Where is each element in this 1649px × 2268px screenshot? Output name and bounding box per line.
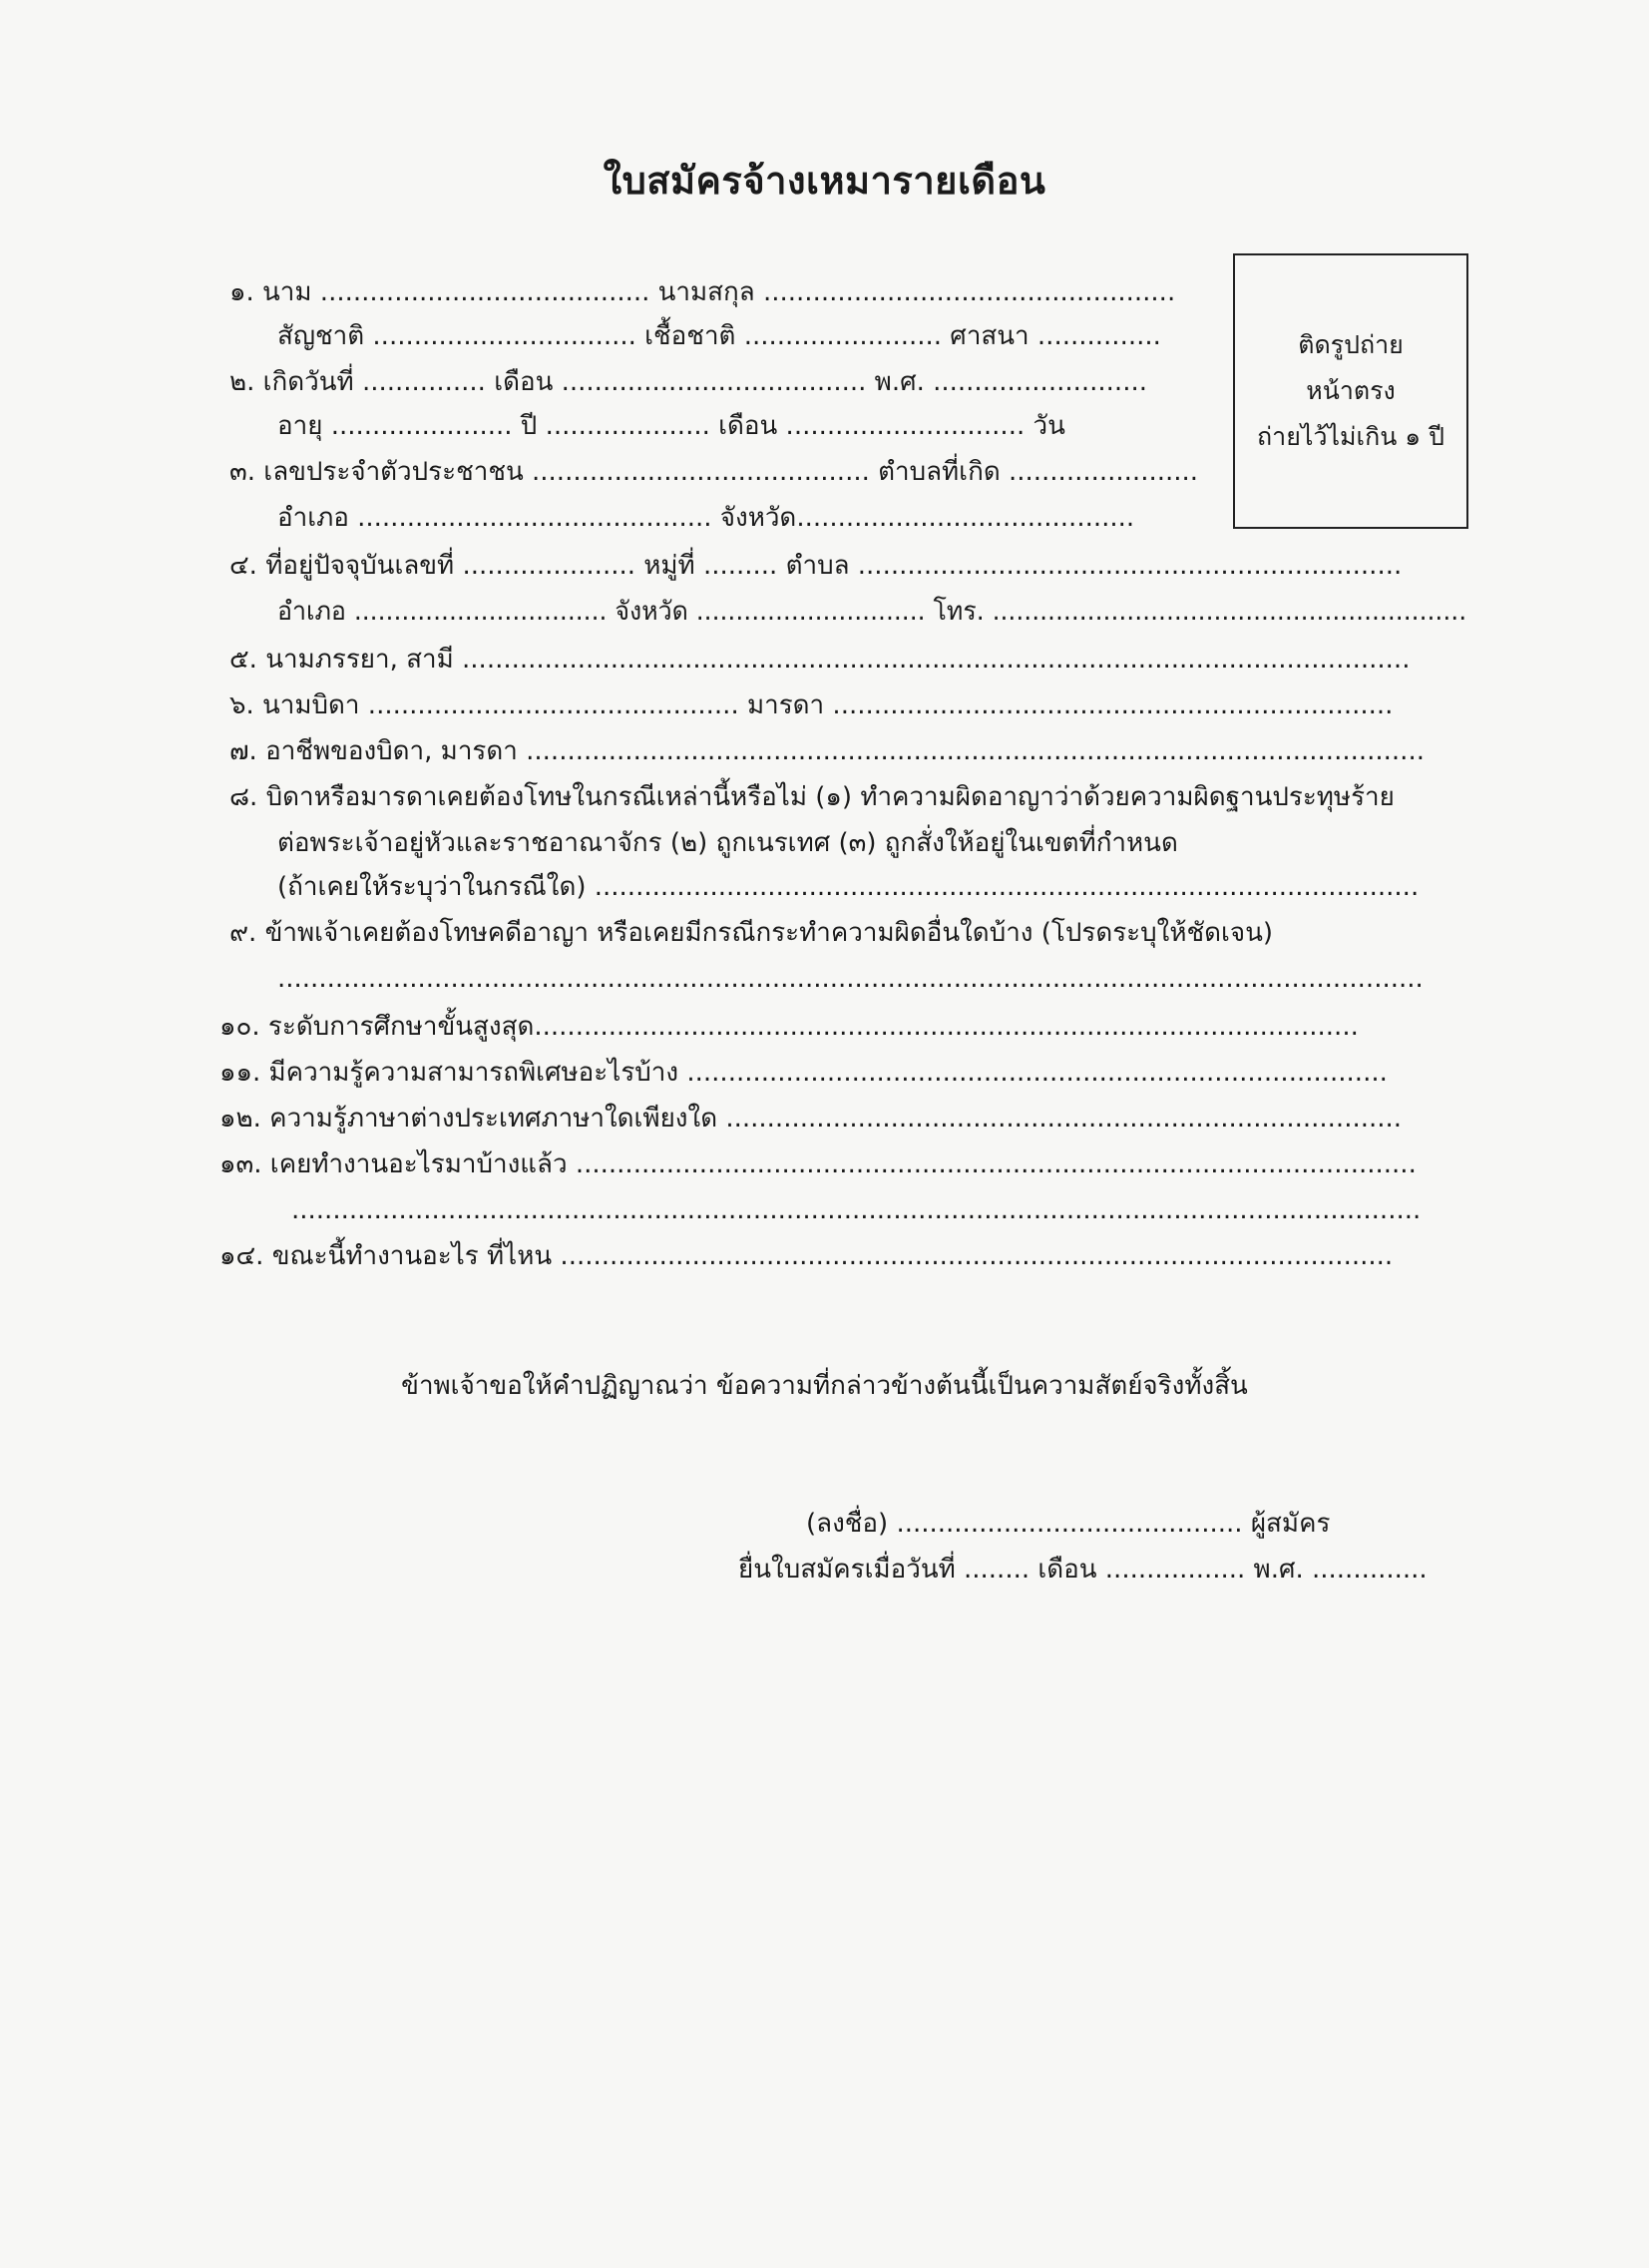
item-9-criminal-record-detail: ...........................................................................................................................................: [277, 964, 1424, 994]
item-5-spouse: ๕. นามภรรยา, สามี ...................................................................................................................: [229, 645, 1411, 675]
submission-date-line: ยื่นใบสมัครเมื่อวันที่ ........ เดือน ................. พ.ศ. ..............: [738, 1555, 1428, 1585]
item-13-work-history-cont: .........................................................................................................................................: [291, 1195, 1422, 1225]
photo-box: [1233, 253, 1468, 529]
item-4-district: อำเภอ ................................ จังหวัด ............................. โทร. ............................................................: [277, 597, 1467, 627]
item-12-languages: ๑๒. ความรู้ภาษาต่างประเทศภาษาใดเพียงใด ..................................................................................: [219, 1104, 1403, 1134]
item-4-address: ๔. ที่อยู่ปัจจุบันเลขที่ ..................... หมู่ที่ ......... ตำบล ..................................................................: [229, 551, 1403, 581]
item-10-education: ๑๐. ระดับการศึกษาขั้นสูงสุด....................................................................................................: [219, 1012, 1359, 1042]
photo-box-line-2: หน้าตรง: [1306, 376, 1396, 405]
photo-box-line-1: ติดรูปถ่าย: [1298, 330, 1404, 359]
signature-line: (ลงชื่อ) .......................................... ผู้สมัคร: [806, 1509, 1331, 1539]
form-title: ใบสมัครจ้างเหมารายเดือน: [603, 159, 1046, 203]
item-7-parents-occupation: ๗. อาชีพของบิดา, มารดา .............................................................................................................: [229, 736, 1425, 766]
item-1-nationality: สัญชาติ ................................ เชื้อชาติ ........................ ศาสนา ...............: [277, 321, 1161, 351]
item-1-name: ๑. นาม ........................................ นามสกุล ..................................................: [229, 277, 1176, 307]
declaration-text: ข้าพเจ้าขอให้คำปฏิญาณว่า ข้อความที่กล่าวข้างต้นนี้เป็นความสัตย์จริงทั้งสิ้น: [401, 1371, 1248, 1401]
item-2-age: อายุ ...................... ปี .................... เดือน ............................. วัน: [277, 411, 1065, 441]
item-3-district: อำเภอ ........................................... จังหวัด.........................................: [277, 503, 1135, 533]
item-14-current-work: ๑๔. ขณะนี้ทำงานอะไร ที่ไหน .....................................................................................................: [219, 1241, 1394, 1271]
item-13-work-history: ๑๓. เคยทำงานอะไรมาบ้างแล้ว ......................................................................................................: [219, 1149, 1417, 1179]
item-6-parents: ๖. นามบิดา ............................................. มารดา ....................................................................: [229, 690, 1394, 720]
item-8-parents-record-detail: (ถ้าเคยให้ระบุว่าในกรณีใด) ....................................................................................................: [277, 872, 1420, 902]
item-2-birthdate: ๒. เกิดวันที่ ............... เดือน ..................................... พ.ศ. ..........................: [229, 367, 1147, 397]
item-3-id-number: ๓. เลขประจำตัวประชาชน ......................................... ตำบลที่เกิด .......................: [229, 457, 1199, 487]
item-9-criminal-record: ๙. ข้าพเจ้าเคยต้องโทษคดีอาญา หรือเคยมีกรณีกระทำความผิดอื่นใดบ้าง (โปรดระบุให้ชัดเจน): [229, 918, 1274, 948]
item-8-parents-record: ๘. บิดาหรือมารดาเคยต้องโทษในกรณีเหล่านี้หรือไม่ (๑) ทำความผิดอาญาว่าด้วยความผิดฐานประทุษร้าย: [229, 782, 1395, 812]
item-8-parents-record-cont: ต่อพระเจ้าอยู่หัวและราชอาณาจักร (๒) ถูกเนรเทศ (๓) ถูกสั่งให้อยู่ในเขตที่กำหนด: [277, 828, 1178, 858]
photo-box-line-3: ถ่ายไว้ไม่เกิน ๑ ปี: [1257, 422, 1444, 451]
item-11-special-skills: ๑๑. มีความรู้ความสามารถพิเศษอะไรบ้าง .....................................................................................: [219, 1058, 1388, 1088]
